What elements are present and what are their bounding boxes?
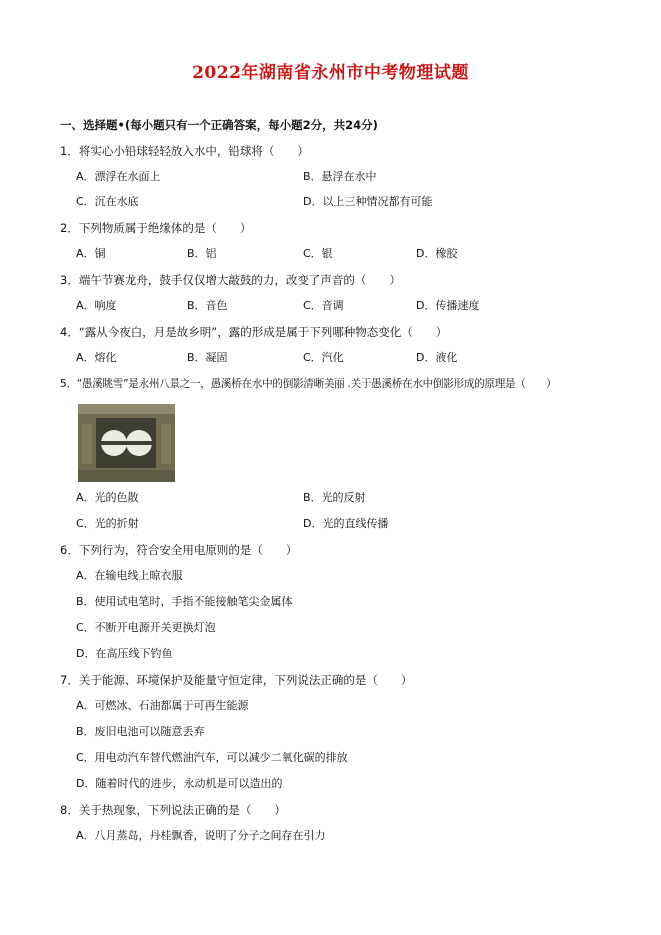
question-4-option-c: C．汽化 [303, 351, 344, 364]
question-7-option-d: D．随着时代的进步，永动机是可以造出的 [76, 777, 283, 790]
question-2-option-b: B．铝 [187, 247, 217, 260]
question-5-option-b: B．光的反射 [303, 491, 366, 504]
question-7-option-a: A．可燃冰、石油都属于可再生能源 [76, 699, 249, 712]
question-1-option-c: C．沉在水底 [76, 195, 139, 208]
question-3-option-a: A．响度 [76, 299, 117, 312]
question-1-option-a: A．漂浮在水面上 [76, 170, 161, 183]
question-7-option-b: B．废旧电池可以随意丢弃 [76, 725, 205, 738]
question-1-stem: 1．将实心小铅球轻轻放入水中，铅球将（ ） [60, 144, 309, 158]
question-1-option-d: D．以上三种情况都有可能 [303, 195, 433, 208]
question-5-option-a: A．光的色散 [76, 491, 139, 504]
question-2-option-a: A．铜 [76, 247, 106, 260]
question-2-option-c: C．银 [303, 247, 333, 260]
question-3-option-d: D．传播速度 [416, 299, 480, 312]
question-5-option-d: D．光的直线传播 [303, 517, 389, 530]
question-2-stem: 2．下列物质属于绝缘体的是（ ） [60, 221, 252, 235]
bridge-reflection-photo [78, 404, 175, 482]
question-3-option-c: C．音调 [303, 299, 344, 312]
question-1-option-b: B．悬浮在水中 [303, 170, 377, 183]
question-4-option-d: D．液化 [416, 351, 458, 364]
question-6-option-a: A．在输电线上晾衣服 [76, 569, 183, 582]
question-2-option-d: D．橡胶 [416, 247, 458, 260]
question-7-stem: 7．关于能源、环境保护及能量守恒定律，下列说法正确的是（ ） [60, 673, 413, 687]
question-3-stem: 3．端午节赛龙舟，鼓手仅仅增大敲鼓的力，改变了声音的（ ） [60, 273, 401, 287]
section-heading: 一、选择题•(每小题只有一个正确答案，每小题2分，共24分) [60, 118, 378, 132]
page-title: 2022年湖南省永州市中考物理试题 [192, 63, 469, 83]
question-4-option-a: A．熔化 [76, 351, 117, 364]
question-5-option-c: C．光的折射 [76, 517, 139, 530]
question-8-stem: 8．关于热现象，下列说法正确的是（ ） [60, 803, 286, 817]
question-3-option-b: B．音色 [187, 299, 228, 312]
question-7-option-c: C．用电动汽车替代燃油汽车，可以减少二氧化碳的排放 [76, 751, 348, 764]
question-6-option-b: B．使用试电笔时，手指不能接触笔尖金属体 [76, 595, 293, 608]
bridge-arch-image [78, 404, 175, 482]
question-5-stem: 5．“愚溪眺雪”是永州八景之一，愚溪桥在水中的倒影清晰美丽 .关于愚溪桥在水中倒影形成的原理是（ ） [60, 378, 557, 390]
question-6-option-c: C．不断开电源开关更换灯泡 [76, 621, 216, 634]
question-8-option-a: A．八月蒸岛，丹桂飘香，说明了分子之间存在引力 [76, 829, 326, 842]
question-6-option-d: D．在高压线下钓鱼 [76, 647, 173, 660]
question-6-stem: 6．下列行为，符合安全用电原则的是（ ） [60, 543, 298, 557]
question-4-stem: 4．“露从今夜白，月是故乡明”，露的形成是属于下列哪种物态变化（ ） [60, 325, 448, 339]
question-4-option-b: B．凝固 [187, 351, 228, 364]
